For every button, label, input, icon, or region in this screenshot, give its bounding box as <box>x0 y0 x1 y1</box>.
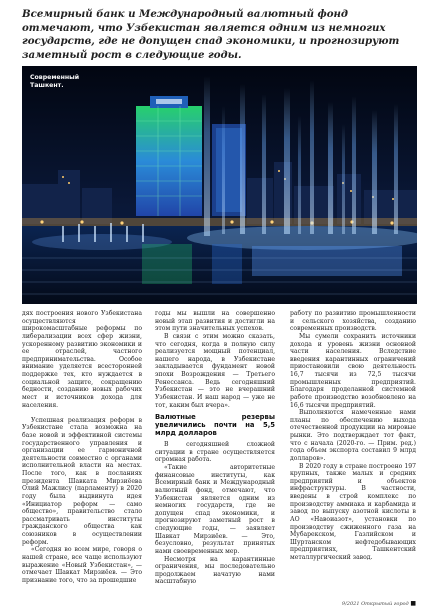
paragraph: «Сегодня во всем мире, говоря о нашей стране, все чаще используют выражение «Новый Узбекистан», — отмечает Шавкат Мирзиёев. — Это признание того, что за прошедшие <box>22 546 142 584</box>
photo-caption-line1: Современный <box>30 74 80 81</box>
article-column-3 <box>290 310 416 562</box>
paragraph: В сегодняшней сложной ситуации в стране осуществляется огромная работа. <box>155 441 275 464</box>
page-mark: ■ <box>410 600 416 607</box>
paragraph: Мы сумели сохранить источники дохода и уровень жизни основной части населения. Вследствие введения карантинных ограничений приостановили свою деятельность 16,7 тысячи из 72,5 тысячи промышленных предприятий. Благодаря проделанной системной работе производство возобновлено на 16,6 тысячи предприятий. <box>290 332 416 409</box>
paragraph: Успешная реализация реформ в Узбекистане стала возможна на базе новой и эффективной системы государственного управления и организации ее гармоничной деятельности совместно с органами исполнительной власти на местах. После того, как в посланиях президента Шавката Мирзиёева Олий Мажлису (парламенту) в 2020 году была выдвинута идея «Инициатор реформ — само общество», правительство стало рассматривать институты гражданского общества как союзников в осуществлении реформ. <box>22 416 142 546</box>
paragraph: работу по развитию промышленности и сельского хозяйства, созданию современных производств. <box>290 310 416 333</box>
photo-caption <box>30 74 90 89</box>
paragraph: Несмотря на карантинные ограничения, мы последовательно продолжаем начатую нами масштабную <box>155 555 275 586</box>
photo-tashkent-night <box>22 66 417 304</box>
paragraph: Выполняются намеченные нами планы по обеспечению выхода отечественной продукции на мировые рынки. Это подтверждает тот факт, что с начала (2020-го. — Прим. ред.) года объем экспорта составил 9 млрд долларов». <box>290 409 416 462</box>
page-footer <box>342 600 416 607</box>
section-subheading: Валютные резервы увеличились почти на 5,5 млрд долларов <box>155 413 275 438</box>
article-column-2 <box>155 310 275 586</box>
issue-label: 9/2021 Открытый город <box>341 601 409 607</box>
paragraph: «Такие авторитетные финансовые институты, как Всемирный банк и Международный валютный фонд, отмечают, что Узбекистан является одним из немногих государств, где не допущен спад экономики, и прогнозируют заметный рост в следующие годы, — заявляет Шавкат Мирзиёев. — Это, безусловно, результат принятых нами своевременных мер. <box>155 464 275 555</box>
paragraph: В связи с этим можно сказать, что сегодня, когда в полную силу реализуется мощный потенциал, нашего народа, в Узбекистане закладывается фундамент новой эпохи Возрождения — Третьего Ренессанса. Ведь сегодняшний Узбекистан — это не вчерашний Узбекистан. И наш народ — уже не тот, каким был вчера». <box>155 332 275 409</box>
photo-caption-line2: Ташкент. <box>30 81 64 89</box>
article-column-1 <box>22 310 142 584</box>
paragraph: дях построения нового Узбекистана осуществляются широкомасштабные реформы по либерализации всех сфер жизни, ускоренному развитию экономики и ее отраслей, частного предпринимательства. Особое внимание уделяется всесторонней поддержке тех, кто нуждается в социальной защите, сокращению бедности, созданию новых рабочих мест и источников дохода для населения. <box>22 310 142 409</box>
lead-paragraph: Всемирный банк и Международный валютный фонд отмечают, что Узбекистан является одним из немногих государств, где не допущен спад экономики, и прогнозируют заметный рост в следующие годы. <box>22 8 400 61</box>
paragraph: В 2020 году в стране построено 197 крупных, также малых и средних предприятий и объектов инфраструктуры. В частности, введены в строй комплекс по производству аммиака и карбамида и завод по выпуску азотной кислоты в АО «Навоиазот», установки по производству сжиженного газа на Мубарекском, Газлийском и Шуртанском нефтедобывающих предприятиях, Ташкентский металлургический завод. <box>290 462 416 561</box>
city-night-illustration <box>22 66 417 304</box>
paragraph: годы мы вышли на совершенно новый этап развития и достигли на этом пути значительных успехов. <box>155 310 275 333</box>
